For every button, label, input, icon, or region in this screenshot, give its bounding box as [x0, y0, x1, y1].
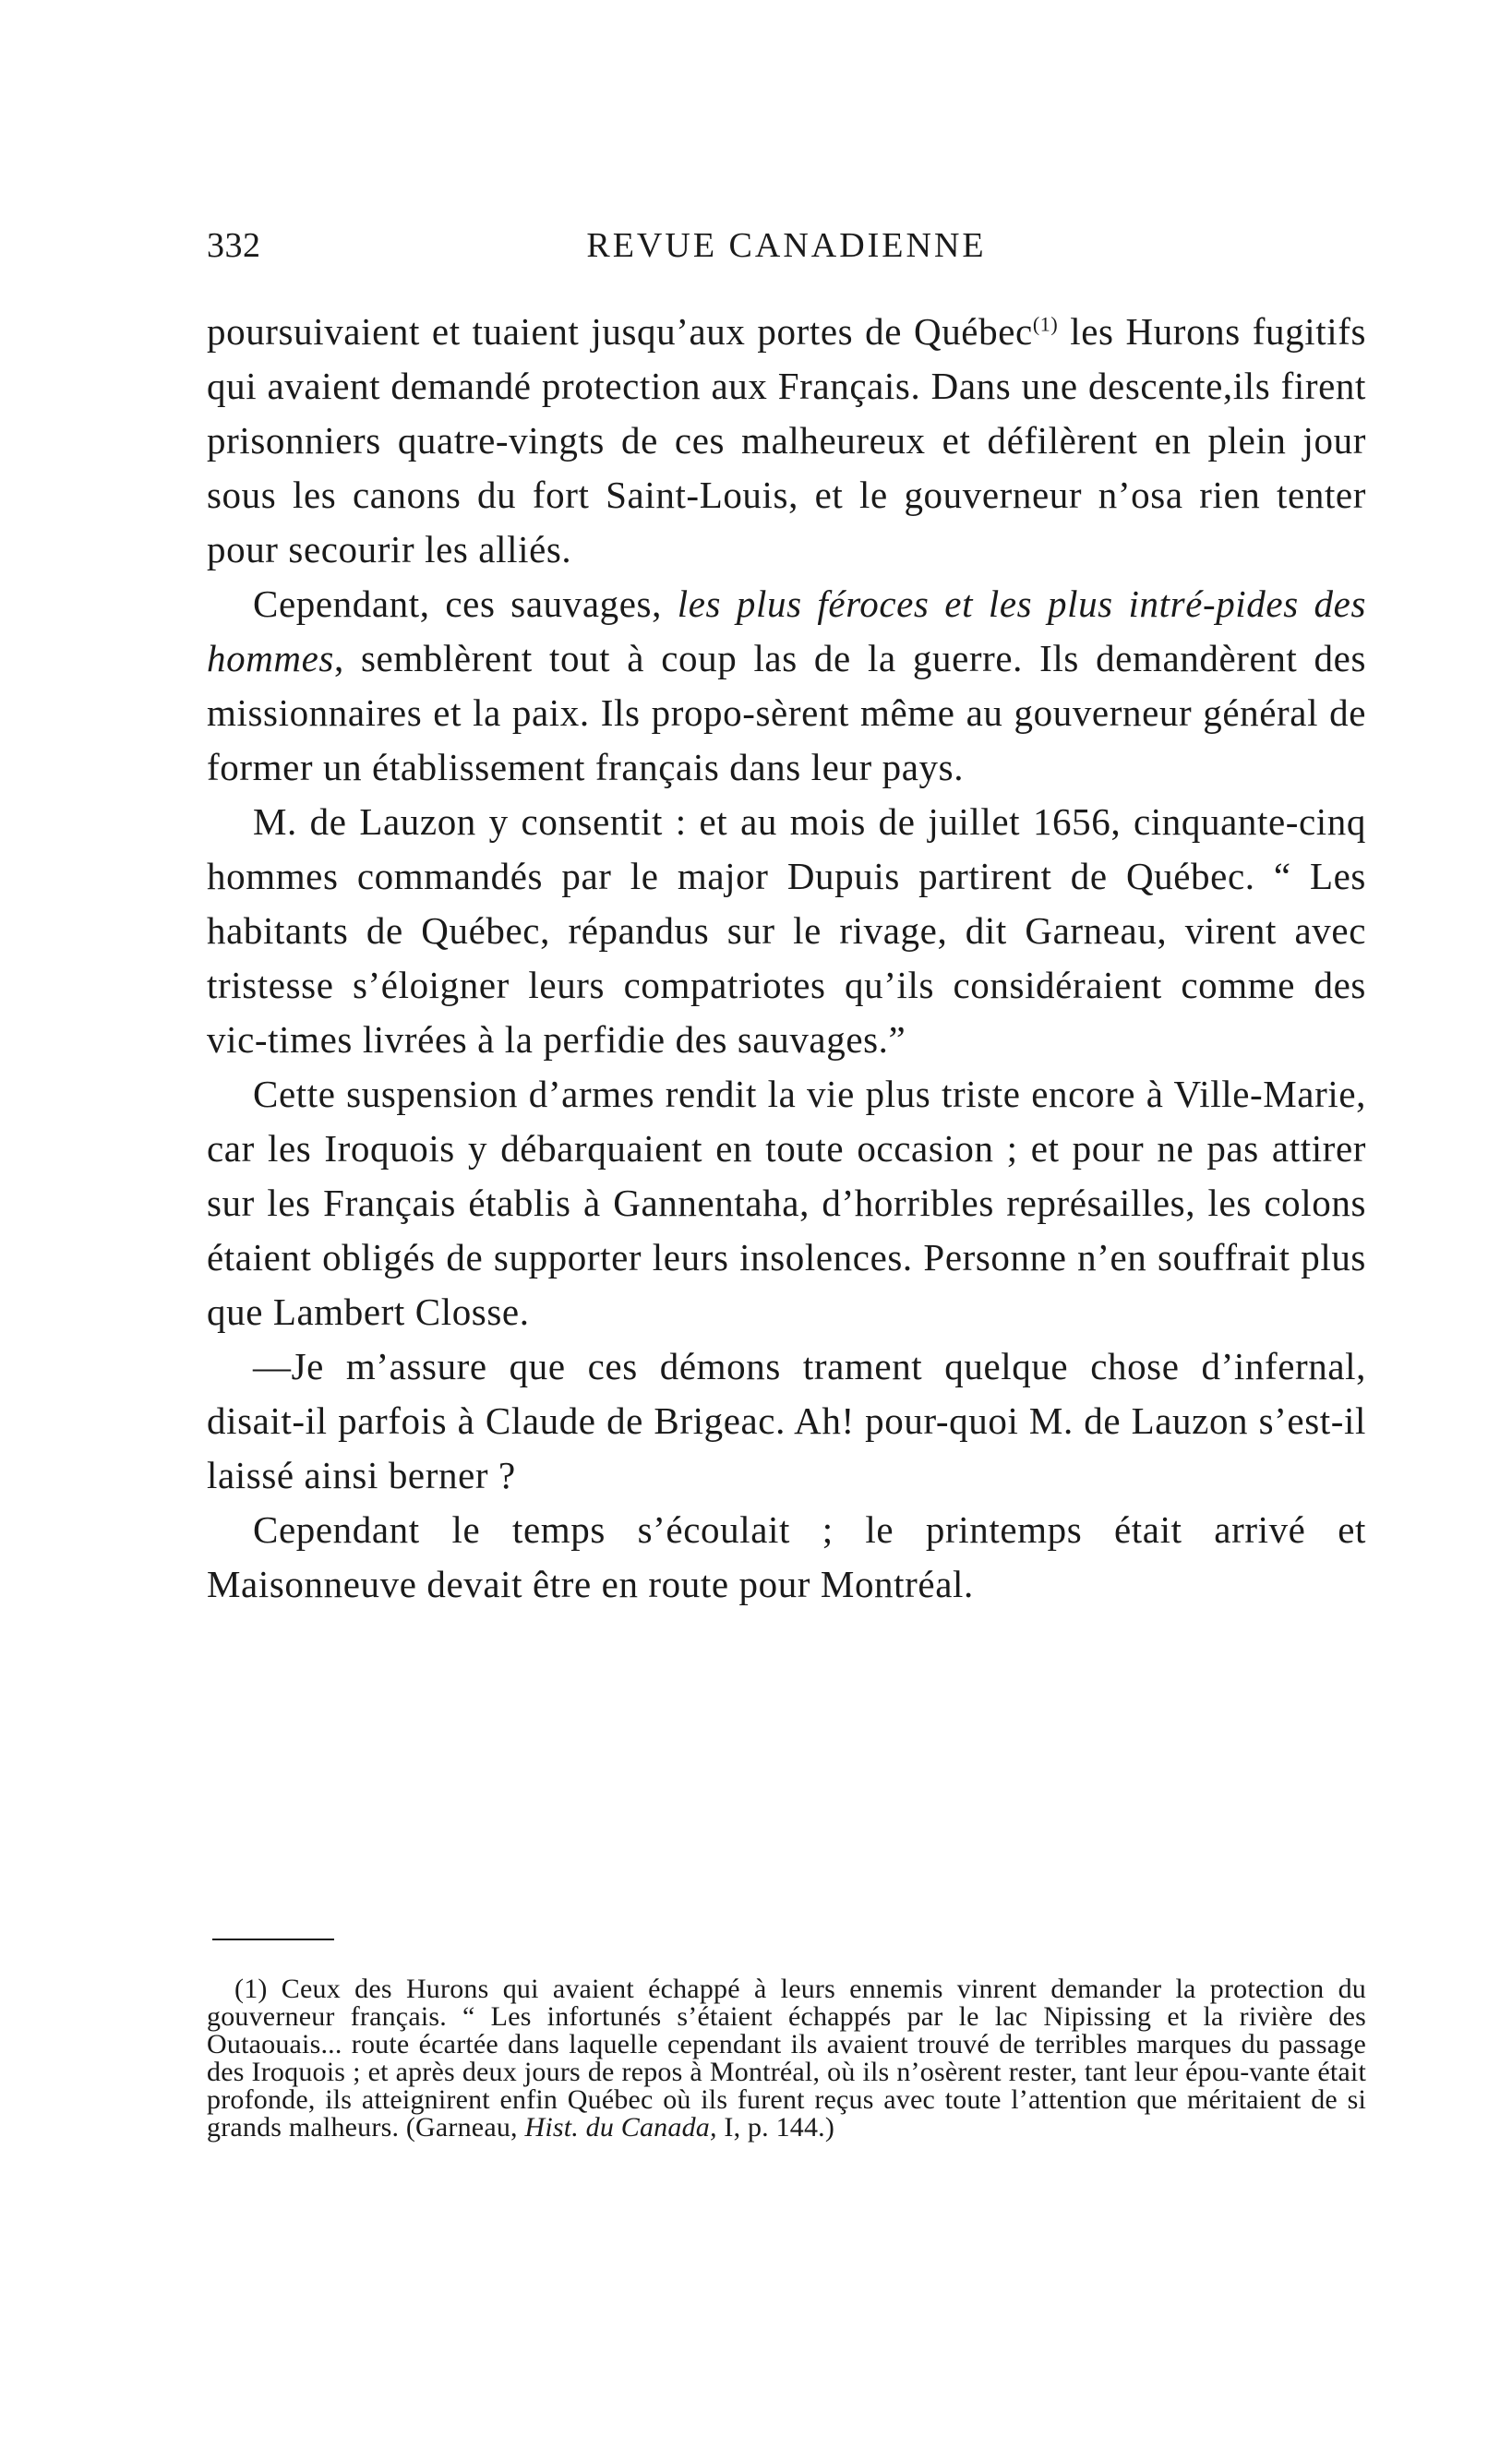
footnote-text-a: (1) Ceux des Hurons qui avaient échappé à leurs ennemis vinrent demander la protection du gouverneur français. “ Les infortunés s’étaient échappés par le lac Nipissing et la rivière des Outaouais... route écartée dans laquelle cependant ils avaient trouvé de terribles marques du passage des Iroquois ; et après deux jours de repos à Montréal, où ils n’osèrent rester, tant leur épou-vante était profonde, ils atteignirent enfin Québec où ils furent reçus avec toute l’attention que méritaient de si grands malheurs. (Garneau,	[207, 1974, 1366, 2143]
running-title: REVUE CANADIENNE	[586, 226, 987, 265]
paragraph-1-text-a: poursuivaient et tuaient jusqu’aux portes de Québec	[207, 310, 1033, 353]
paragraph-1-text-b: les Hurons fugitifs qui avaient demandé protection aux Français. Dans une descente,ils firent prisonniers quatre-vingts de ces malheureux et défilèrent en plein jour sous les canons du fort Saint-Louis, et le gouverneur n’osa rien tenter pour secourir les alliés.	[207, 310, 1366, 570]
paragraph-1	[207, 305, 1366, 577]
footnote-1	[207, 1975, 1366, 2142]
footnote-italic: Hist. du Canada,	[524, 2112, 717, 2143]
paragraph-5: —Je m’assure que ces démons trament quelque chose d’infernal, disait-il parfois à Claude de Brigeac. Ah! pour-quoi M. de Lauzon s’est-il laissé ainsi berner ?	[207, 1345, 1366, 1496]
paragraph-2	[207, 577, 1366, 795]
footnote-text-b: I, p. 144.)	[716, 2112, 835, 2143]
footnote-reference: (1)	[1032, 312, 1059, 336]
footnote-divider	[212, 1939, 334, 1940]
paragraph-6: Cependant le temps s’écoulait ; le printemps était arrivé et Maisonneuve devait être en route pour Montréal.	[207, 1508, 1366, 1605]
page-number: 332	[207, 226, 261, 265]
footnote	[207, 1975, 1366, 2142]
paragraph-2-text-b: , semblèrent tout à coup las de la guerre. Ils demandèrent des missionnaires et la paix. Ils propo-sèrent même au gouverneur général de former un établissement français dans leur pays.	[207, 637, 1366, 788]
page-header	[207, 218, 1366, 273]
paragraph-3: M. de Lauzon y consentit : et au mois de juillet 1656, cinquante-cinq hommes commandés par le major Dupuis partirent de Québec. “ Les habitants de Québec, répandus sur le rivage, dit Garneau, virent avec tristesse s’éloigner leurs compatriotes qu’ils considéraient comme des vic-times livrées à la perfidie des sauvages.”	[207, 800, 1366, 1061]
paragraph-4: Cette suspension d’armes rendit la vie plus triste encore à Ville-Marie, car les Iroquois y débarquaient en toute occasion ; et pour ne pas attirer sur les Français établis à Gannentaha, d’horribles représailles, les colons étaient obligés de supporter leurs insolences. Personne n’en souffrait plus que Lambert Closse.	[207, 1073, 1366, 1333]
paragraph-2-italic: les plus féroces et les plus intré-pides des hommes	[207, 582, 1366, 679]
paragraph-2-text-a: Cependant, ces sauvages,	[253, 582, 678, 625]
main-text	[207, 305, 1366, 1612]
